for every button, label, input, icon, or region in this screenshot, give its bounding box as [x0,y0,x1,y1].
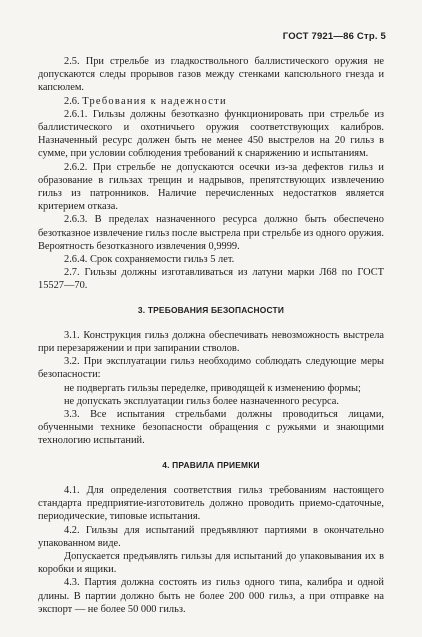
paragraph-4-1: 4.1. Для определения соответствия гильз требованиям настоящего стандарта предприятие-изготовитель должно проводить приемо-сдаточные, периодические, типовые испытания. [38,484,384,523]
paragraph-4-2: 4.2. Гильзы для испытаний предъявляют партиями в окончательно упакованном виде. [38,524,384,549]
paragraph-2-6-heading [38,95,384,108]
paragraph-2-5: 2.5. При стрельбе из гладкоствольного баллистического оружия не допускаются следы прорывов газов между стенками капсюльного гнезда и капсюлем. [38,56,384,94]
paragraph-2-6-3: 2.6.3. В пределах назначенного ресурса должно быть обеспечено безотказное извлечение гильз после выстрела при стрельбе из одного оружия. Вероятность безотказного извлечения 0,9999. [38,214,384,252]
paragraph-3-2: 3.2. При эксплуатации гильз необходимо соблюдать следующие меры безопасности: [38,356,384,381]
heading-number: 2.6. [64,95,83,107]
paragraph-3-2-item-b: не допускать эксплуатации гильз более назначенного ресурса. [64,395,339,407]
paragraph-4-2-note: Допускается предъявлять гильзы для испытаний до упаковывания их в коробки и ящики. [38,550,384,576]
page-header: ГОСТ 7921—86 Стр. 5 [282,31,386,42]
paragraph-4-3: 4.3. Партия должна состоять из гильз одного типа, калибра и одной длины. В партии должно быть не более 200 000 гильз, а при отправке на экспорт — не более 50 000 гильз. [38,577,384,615]
document-body [38,55,384,616]
paragraph-2-6-1: 2.6.1. Гильзы должны безотказно функционировать при стрельбе из баллистического и охотничьего оружия соответствующих калибров. Назначенный ресурс должен быть не менее 450 выстрелов на 20 гильз в сумме, при условии соблюдения требований к снаряжению и испытаниям. [38,108,384,160]
paragraph-3-2-item-a: не подвергать гильзы переделке, приводящей к изменению формы; [64,382,361,394]
section-3-heading: 3. ТРЕБОВАНИЯ БЕЗОПАСНОСТИ [137,304,285,315]
heading-reliability: Требования к надежности [82,95,227,107]
paragraph-3-3: 3.3. Все испытания стрельбами должны проводиться лицами, обученными технике безопасности обращения с ружьями и знающими технологию испытаний. [38,409,384,447]
section-4-heading: 4. ПРАВИЛА ПРИЕМКИ [162,459,260,470]
paragraph-3-1: 3.1. Конструкция гильз должна обеспечивать невозможность выстрела при перезаряжении и при запирании стволов. [38,329,384,355]
paragraph-2-6-2: 2.6.2. При стрельбе не допускаются осечки из-за дефектов гильз и образование в гильзах трещин и надрывов, препятствующих извлечению гильз из патронников. Наличие перечисленных недостатков является критерием отказа. [38,161,384,213]
paragraph-2-7: 2.7. Гильзы должны изготавливаться из латуни марки Л68 по ГОСТ 15527—70. [38,267,384,292]
paragraph-2-6-4: 2.6.4. Срок сохраняемости гильз 5 лет. [64,254,235,266]
